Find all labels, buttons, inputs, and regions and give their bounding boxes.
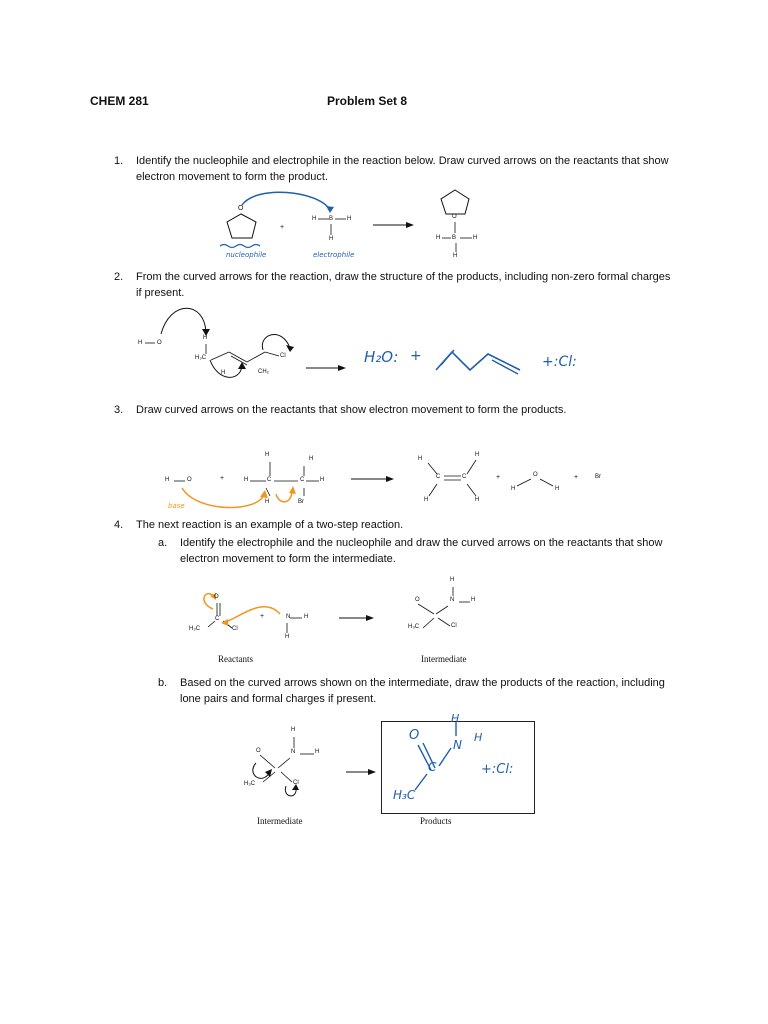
q3-ethene-c: C xyxy=(436,474,441,480)
q4a-nitrogen: N xyxy=(286,614,291,620)
q1-hydrogen: H xyxy=(312,216,317,222)
q4b-hydrogen: H xyxy=(291,727,296,733)
q4a-int-nitrogen: N xyxy=(450,597,455,603)
q4a-carbon: C xyxy=(215,616,220,622)
q1-plus: + xyxy=(280,224,285,231)
q1-electrophile-note: electrophile xyxy=(313,251,355,259)
subpart-text: Identify the electrophile and the nucleophile and draw the curved arrows on the reactants that show electron movement to form the intermediate. xyxy=(180,537,663,565)
q4a-hydrogen: H xyxy=(304,614,309,620)
q2-methyl-h3c: H₃C xyxy=(195,355,207,361)
q3-hydrogen: H xyxy=(309,456,314,462)
q2-chlorine: Cl xyxy=(280,353,286,359)
q1-product-oxygen: O xyxy=(452,214,457,220)
q4b-product-chloride: +:Cl: xyxy=(481,762,514,777)
q2-hydrogen: H xyxy=(203,335,208,341)
question-number: 1. xyxy=(114,155,124,167)
q1-product-hydrogen: H xyxy=(473,235,478,241)
q1-oxygen: O xyxy=(238,205,244,212)
q4b-product-nitrogen: N xyxy=(453,738,462,752)
q3-plus: + xyxy=(220,475,225,482)
question-text: The next reaction is an example of a two-step reaction. xyxy=(136,519,404,531)
intermediate-label-a: Intermediate xyxy=(421,654,467,664)
q2-chloride-product: +:Cl: xyxy=(542,354,577,370)
question-number: 2. xyxy=(114,271,124,283)
q3-carbon: C xyxy=(300,477,305,483)
q2-hydrogen: H xyxy=(221,370,226,376)
q3-base-note: base xyxy=(168,502,185,510)
q3-ethene-c: C xyxy=(462,474,467,480)
q4b-product-hydrogen: H xyxy=(474,731,483,744)
q3-hydrogen: H xyxy=(320,477,325,483)
q2-hydrogen: H xyxy=(138,340,143,346)
q1-product-hydrogen: H xyxy=(453,253,458,259)
subpart-letter: b. xyxy=(158,677,168,689)
q3-hydrogen: H xyxy=(265,499,270,505)
q1-hydrogen: H xyxy=(329,236,334,242)
q2-ch2: CH₂ xyxy=(258,369,269,375)
q3-carbon: C xyxy=(267,477,272,483)
products-label: Products xyxy=(420,816,452,826)
q3-ethene-h: H xyxy=(475,452,480,458)
q4b-nitrogen: N xyxy=(291,749,296,755)
q4a-int-chlorine: Cl xyxy=(451,623,457,629)
q4a-hydrogen: H xyxy=(285,634,290,640)
q3-ethene-h: H xyxy=(424,497,429,503)
q4a-int-methyl: H₃C xyxy=(408,624,420,630)
question-number: 4. xyxy=(114,519,124,531)
intermediate-label-b: Intermediate xyxy=(257,816,303,826)
q3-water-o: O xyxy=(533,472,538,478)
q3-bromide: Br xyxy=(595,474,601,480)
q1-nucleophile-note: nucleophile xyxy=(226,251,267,259)
q1-boron: B xyxy=(329,216,334,222)
q4a-int-oxygen: O xyxy=(415,597,420,603)
q3-water-h: H xyxy=(511,486,516,492)
q3-hydrogen: H xyxy=(165,477,170,483)
q2-plus: + xyxy=(410,348,422,364)
q4a-int-hydrogen: H xyxy=(450,577,455,583)
q3-hydrogen: H xyxy=(244,477,249,483)
q1-product-hydrogen: H xyxy=(436,235,441,241)
q2-oxygen: O xyxy=(157,340,162,346)
question-text: Draw curved arrows on the reactants that show electron movement to form the products. xyxy=(136,404,567,416)
q3-water-h: H xyxy=(555,486,560,492)
q3-hydrogen: H xyxy=(265,452,270,458)
q4b-hydrogen: H xyxy=(315,749,320,755)
page-title: Problem Set 8 xyxy=(327,94,408,108)
q3-ethene-h: H xyxy=(418,456,423,462)
q4b-oxygen: O xyxy=(256,748,261,754)
q4b-product-hydrogen-top: H xyxy=(451,712,460,725)
q4a-oxygen: O xyxy=(214,594,219,600)
q4a-plus: + xyxy=(260,613,265,620)
q3-oxygen: O xyxy=(187,477,192,483)
q1-product-boron: B xyxy=(452,235,457,241)
question-number: 3. xyxy=(114,404,124,416)
q4a-methyl: H₃C xyxy=(189,626,201,632)
q3-plus: + xyxy=(496,474,501,481)
q4a-chlorine: Cl xyxy=(232,626,238,632)
q1-hydrogen: H xyxy=(347,216,352,222)
q4b-product-carbon: C xyxy=(428,760,437,774)
course-code: CHEM 281 xyxy=(90,94,149,108)
q4b-methyl: H₃C xyxy=(244,781,256,787)
question-text: Identify the nucleophile and electrophile in the reaction below. Draw curved arrows on the reactants that show electron movement to form the product. xyxy=(136,155,669,183)
q3-ethene-h: H xyxy=(475,497,480,503)
q2-water-product: H₂O: xyxy=(364,348,399,366)
subpart-text: Based on the curved arrows shown on the intermediate, draw the products of the reaction, including lone pairs and formal charges if present. xyxy=(180,677,665,705)
subpart-letter: a. xyxy=(158,537,168,549)
q3-bromine: Br xyxy=(298,499,304,505)
q3-plus: + xyxy=(574,474,579,481)
reactants-label: Reactants xyxy=(218,654,253,664)
q4b-product-methyl: H₃C xyxy=(393,788,416,802)
q4a-int-hydrogen: H xyxy=(471,597,476,603)
q4b-chlorine: Cl xyxy=(293,780,299,786)
q4b-product-oxygen: O xyxy=(409,728,420,743)
question-text: From the curved arrows for the reaction, draw the structure of the products, including non-zero formal charges if present. xyxy=(136,271,671,299)
